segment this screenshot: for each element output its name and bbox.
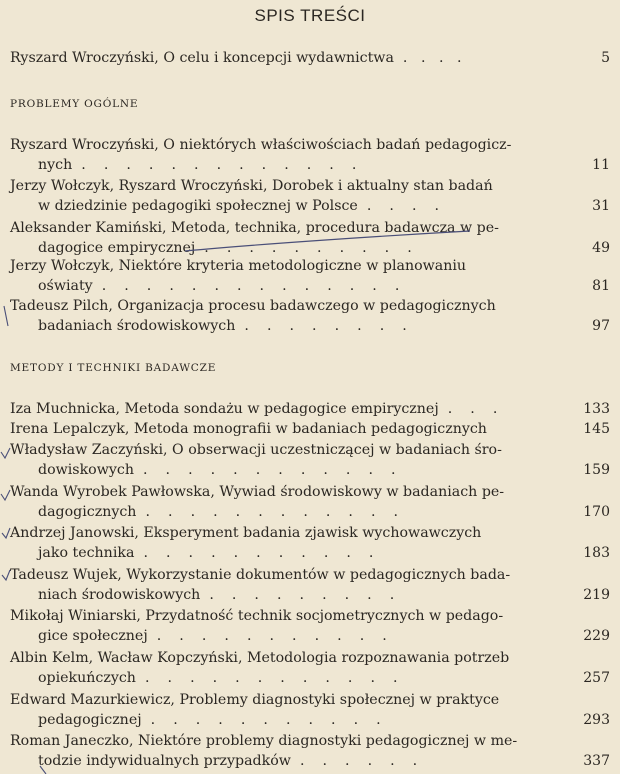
dot-leader: . . . . . . . . . . . . . . <box>92 278 400 294</box>
dot-leader: . . . . . . . . . . . <box>141 712 381 728</box>
dot-leader: . . . . <box>398 50 462 66</box>
page-number: 183 <box>583 545 610 561</box>
entry-line2-text: badaniach środowiskowych <box>38 318 236 334</box>
dot-leader: . . . . . . . . . . . . <box>135 670 398 686</box>
dot-leader: . . . . . . <box>290 753 418 769</box>
dot-leader: . . . . . . . . <box>235 318 407 334</box>
page-number: 337 <box>583 753 610 769</box>
entry-line2-text: oświaty <box>38 278 93 294</box>
entry-line2-text: nych <box>38 157 73 173</box>
entry-line1: Tadeusz Pilch, Organizacja procesu badawczego w pedagogicznych <box>10 298 496 314</box>
entry-title: O celu i koncepcji wydawnictwa <box>163 50 394 66</box>
page-number: 229 <box>583 628 610 644</box>
section-heading: PROBLEMY OGÓLNE <box>10 98 139 110</box>
entry-line1: Irena Lepalczyk, Metoda monografii w badaniach pedagogicznych <box>10 421 487 437</box>
entry-line2 <box>38 626 387 646</box>
page-number: 5 <box>601 50 610 66</box>
entry-line2 <box>38 196 439 216</box>
entry-line2-text: dowiskowych <box>38 462 134 478</box>
entry-line2 <box>38 460 396 480</box>
entry-line2-text: w dziedzinie pedagogiki społecznej w Polsce <box>38 198 358 214</box>
check-mark <box>2 570 10 580</box>
entry-line1-text: Iza Muchnicka, Metoda sondażu w pedagogice empirycznej <box>10 401 439 417</box>
dot-leader: . . . . . . . . . . <box>195 240 412 256</box>
page-number: 31 <box>592 198 610 214</box>
page-number: 145 <box>583 421 610 437</box>
entry-line1: Jerzy Wołczyk, Ryszard Wroczyński, Dorobek i aktualny stan badań <box>10 178 493 194</box>
entry-line1: Aleksander Kamiński, Metoda, technika, procedura badawcza w pe- <box>10 220 499 236</box>
entry-line1: Mikołaj Winiarski, Przydatność technik socjometrycznych w pedago- <box>10 608 504 624</box>
page-number: 159 <box>583 462 610 478</box>
entry-line <box>10 399 497 419</box>
entry-line1: Wanda Wyrobek Pawłowska, Wywiad środowiskowy w badaniach pe- <box>10 484 505 500</box>
entry-line1: Jerzy Wołczyk, Niektóre kryteria metodologiczne w planowaniu <box>10 258 467 274</box>
page-number: 81 <box>592 278 610 294</box>
entry-line <box>10 48 462 68</box>
entry-line1: Ryszard Wroczyński, O niektórych właściwościach badań pedagogicz- <box>10 137 512 153</box>
check-mark <box>1 448 10 458</box>
entry-line2-text: dagogice empirycznej <box>38 240 196 256</box>
page-number: 219 <box>583 587 610 603</box>
entry-line2 <box>38 502 398 522</box>
check-mark <box>2 528 10 538</box>
dot-leader: . . . <box>438 401 498 417</box>
tick-mark <box>4 306 8 326</box>
dot-leader: . . . . . . . . . <box>200 587 395 603</box>
dot-leader: . . . . . . . . . . . . <box>133 462 396 478</box>
entry-line2 <box>38 668 398 688</box>
entry-line2 <box>38 751 417 771</box>
entry-line2 <box>38 543 373 563</box>
entry-line2 <box>38 585 394 605</box>
entry-line2-text: pedagogicznej <box>38 712 142 728</box>
dot-leader: . . . . . . . . . . . <box>147 628 387 644</box>
entry-line2-text: dagogicznych <box>38 504 137 520</box>
entry-line1: Albin Kelm, Wacław Kopczyński, Metodologia rozpoznawania potrzeb <box>10 650 510 666</box>
entry-line1: Władysław Zaczyński, O obserwacji uczestniczącej w badaniach śro- <box>10 442 502 458</box>
entry-line2-text: opiekuńczych <box>38 670 136 686</box>
page-number: 170 <box>583 504 610 520</box>
entry-line2 <box>38 316 407 336</box>
entry-line1: Roman Janeczko, Niektóre problemy diagnostyki pedagogicznej w me- <box>10 733 518 749</box>
page-number: 97 <box>592 318 610 334</box>
entry-line2 <box>38 238 412 258</box>
page-number: 11 <box>592 157 610 173</box>
page-number: 49 <box>592 240 610 256</box>
dot-leader: . . . . . . . . . . . <box>134 545 374 561</box>
entry-line2-text: jako technika <box>38 545 135 561</box>
check-mark <box>1 490 10 500</box>
entry-line2 <box>38 155 356 175</box>
dot-leader: . . . . <box>357 198 440 214</box>
entry-line2-text: todzie indywidualnych przypadków <box>38 753 291 769</box>
entry-line1: Edward Mazurkiewicz, Problemy diagnostyki społecznej w praktyce <box>10 692 500 708</box>
page-number: 257 <box>583 670 610 686</box>
entry-author: Ryszard Wroczyński, <box>10 50 159 66</box>
entry-line2 <box>38 276 399 296</box>
page-title: SPIS TREŚCI <box>254 6 366 25</box>
section-heading: METODY I TECHNIKI BADAWCZE <box>10 362 217 374</box>
dot-leader: . . . . . . . . . . . . . <box>72 157 357 173</box>
entry-line1: Andrzej Janowski, Eksperyment badania zjawisk wychowawczych <box>10 525 482 541</box>
page-number: 293 <box>583 712 610 728</box>
entry-line1: Tadeusz Wujek, Wykorzystanie dokumentów w pedagogicznych bada- <box>10 567 511 583</box>
entry-line2-text: niach środowiskowych <box>38 587 201 603</box>
entry-line2-text: gice społecznej <box>38 628 148 644</box>
page-number: 133 <box>583 401 610 417</box>
entry-line2 <box>38 710 381 730</box>
dot-leader: . . . . . . . . . . . . <box>136 504 399 520</box>
